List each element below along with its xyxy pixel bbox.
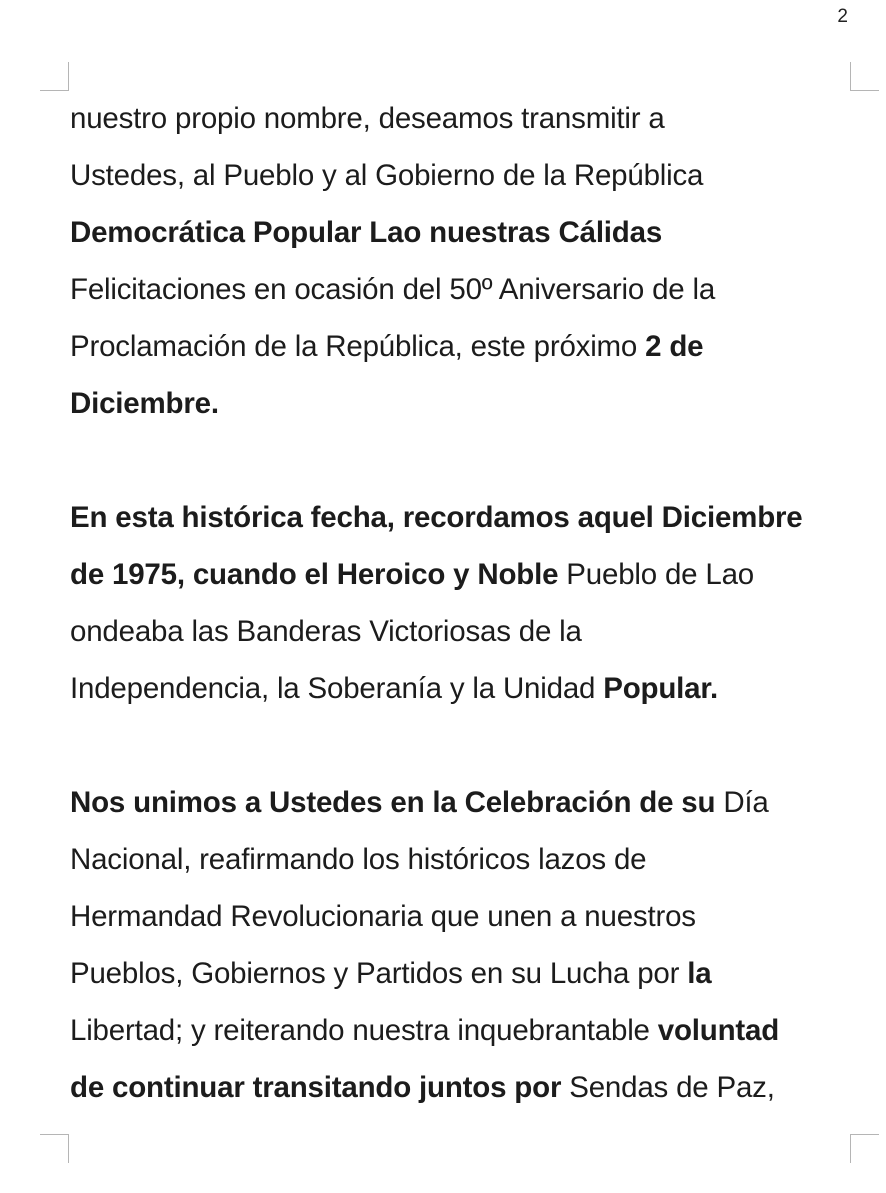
text-line (70, 147, 840, 204)
text-run: Nacional, reafirmando los históricos lazos de (70, 843, 647, 876)
bold-text-run: de continuar transitando juntos por (70, 1071, 562, 1104)
text-line (70, 90, 840, 147)
text-line (70, 261, 840, 318)
text-line (70, 375, 840, 432)
text-line (70, 489, 840, 546)
text-run: ondeaba las Banderas Victoriosas de la (70, 615, 582, 648)
document-body (70, 90, 840, 1116)
text-line (70, 318, 840, 375)
bold-text-run: En esta histórica fecha, recordamos aquel Diciembre (70, 501, 803, 534)
text-line (70, 603, 840, 660)
text-line (70, 774, 840, 831)
text-line (70, 204, 840, 261)
text-line (70, 1059, 840, 1116)
text-line (70, 888, 840, 945)
bold-text-run: de 1975, cuando el Heroico y Noble (70, 558, 559, 591)
text-run: Proclamación de la República, este próximo (70, 330, 646, 363)
paragraph (70, 90, 840, 432)
bold-text-run: Popular. (603, 672, 719, 705)
paragraph (70, 774, 840, 1116)
text-run: Pueblo de Lao (558, 558, 754, 591)
text-line (70, 546, 840, 603)
bold-text-run: Democrática Popular Lao nuestras Cálidas (70, 216, 663, 249)
text-run: nuestro propio nombre, deseamos transmitir a (70, 102, 665, 135)
text-run: Felicitaciones en ocasión del 50º Aniversario de la (70, 273, 716, 306)
bold-text-run: Diciembre. (70, 387, 219, 420)
text-line (70, 831, 840, 888)
bold-text-run: 2 de (645, 330, 704, 363)
text-run: Pueblos, Gobiernos y Partidos en su Lucha por (70, 957, 688, 990)
text-run: Día (715, 786, 769, 819)
bold-text-run: voluntad (657, 1014, 780, 1047)
page-number: 2 (837, 6, 848, 27)
bold-text-run: la (687, 957, 712, 990)
text-run: Libertad; y reiterando nuestra inquebrantable (70, 1014, 658, 1047)
text-run: Ustedes, al Pueblo y al Gobierno de la República (70, 159, 704, 192)
text-run: Sendas de Paz, (561, 1071, 775, 1104)
text-line (70, 1002, 840, 1059)
text-line (70, 660, 840, 717)
paragraph (70, 489, 840, 717)
bold-text-run: Nos unimos a Ustedes en la Celebración de su (70, 786, 716, 819)
top-right-margin-mark (850, 62, 879, 91)
text-run: Hermandad Revolucionaria que unen a nuestros (70, 900, 696, 933)
text-line (70, 945, 840, 1002)
text-run: Independencia, la Soberanía y la Unidad (70, 672, 604, 705)
bottom-right-margin-mark (850, 1134, 879, 1163)
top-left-margin-mark (40, 62, 69, 91)
bottom-left-margin-mark (40, 1134, 69, 1163)
